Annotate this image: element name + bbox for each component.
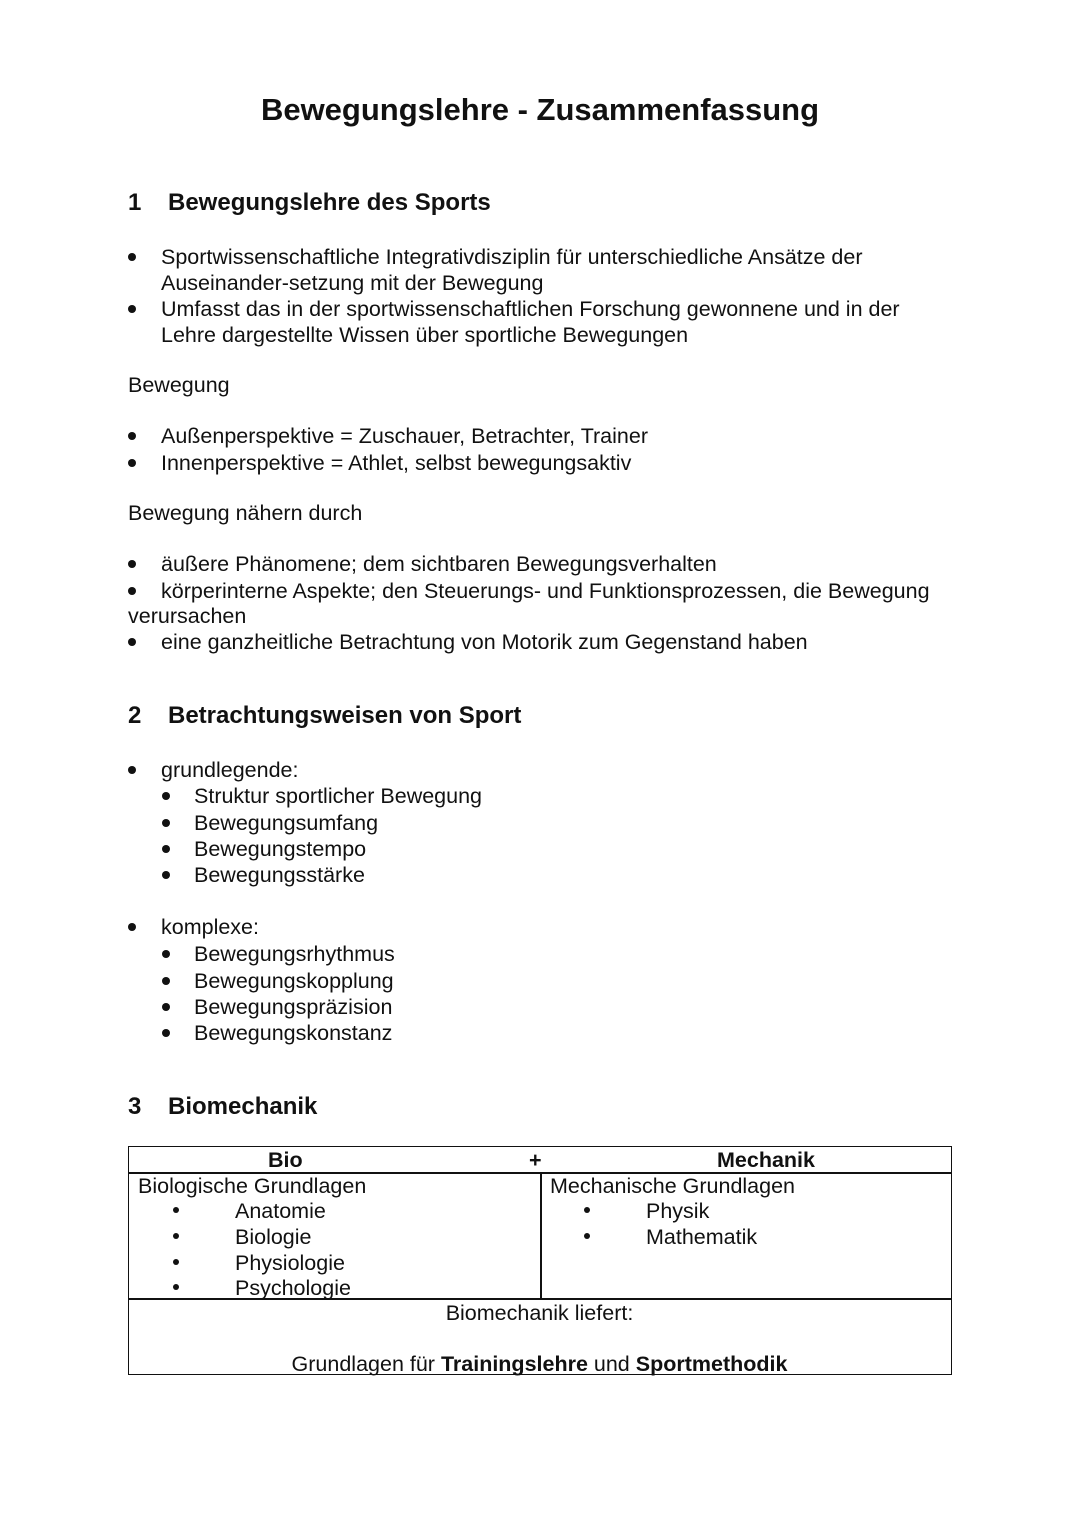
list-item-continuation: Lehre dargestellte Wissen über sportliche Bewegungen (161, 323, 689, 347)
bullet-dot (128, 459, 136, 467)
bullet-dot (128, 432, 136, 440)
bullet-dot (128, 766, 136, 774)
list-item: Sportwissenschaftliche Integrativdisziplin für unterschiedliche Ansätze der (161, 245, 863, 269)
footer-text: und (587, 1352, 636, 1376)
bullet-dot (584, 1207, 590, 1213)
bullet-dot (128, 638, 136, 646)
table-cell-item: Anatomie (235, 1199, 326, 1223)
bullet-dot (173, 1207, 179, 1213)
bullet-dot (162, 1003, 170, 1011)
table-cell-title: Mechanische Grundlagen (550, 1174, 796, 1198)
sub-list-item: Struktur sportlicher Bewegung (194, 784, 483, 808)
list-item: Innenperspektive = Athlet, selbst bewegungsaktiv (161, 451, 632, 475)
bullet-dot (162, 977, 170, 985)
list-item-continuation: verursachen (128, 604, 247, 628)
sub-list-item: Bewegungskopplung (194, 969, 394, 993)
bullet-dot (128, 587, 136, 595)
section-title: Biomechanik (168, 1093, 318, 1120)
bullet-dot (128, 923, 136, 931)
bullet-dot (162, 1029, 170, 1037)
footer-text: Grundlagen für (291, 1352, 441, 1376)
sub-list-item: Bewegungstempo (194, 837, 367, 861)
bullet-dot (128, 305, 136, 313)
table-cell-item: Physik (646, 1199, 710, 1223)
list-item-komplexe: komplexe: (161, 915, 259, 939)
bullet-dot (128, 253, 136, 261)
subheading-naehern: Bewegung nähern durch (128, 501, 363, 525)
table-cell-item: Mathematik (646, 1225, 758, 1249)
bullet-dot (162, 871, 170, 879)
list-item-grundlegende: grundlegende: (161, 758, 299, 782)
list-item: eine ganzheitliche Betrachtung von Motorik zum Gegenstand haben (161, 630, 808, 654)
table-footer-line2 (129, 1351, 950, 1377)
table-header-bio: Bio (268, 1148, 303, 1172)
bullet-dot (173, 1233, 179, 1239)
table-header-plus: + (529, 1148, 542, 1172)
section-number: 3 (128, 1093, 142, 1120)
list-item: äußere Phänomene; dem sichtbaren Bewegungsverhalten (161, 552, 717, 576)
sub-list-item: Bewegungsstärke (194, 863, 365, 887)
sub-list-item: Bewegungsumfang (194, 811, 379, 835)
table-header-mechanik: Mechanik (717, 1148, 815, 1172)
table-cell-title: Biologische Grundlagen (138, 1174, 367, 1198)
bullet-dot (162, 845, 170, 853)
table-column-divider (540, 1172, 542, 1299)
sub-list-item: Bewegungspräzision (194, 995, 393, 1019)
table-footer-line1: Biomechanik liefert: (445, 1301, 634, 1325)
section-title: Betrachtungsweisen von Sport (168, 702, 522, 729)
footer-bold-trainingslehre: Trainingslehre (440, 1352, 588, 1376)
bullet-dot (173, 1259, 179, 1265)
list-item: Umfasst das in der sportwissenschaftlichen Forschung gewonnene und in der (161, 297, 900, 321)
table-cell-item: Psychologie (235, 1276, 351, 1300)
bullet-dot (162, 950, 170, 958)
bullet-dot (162, 819, 170, 827)
sub-list-item: Bewegungsrhythmus (194, 942, 395, 966)
table-cell-item: Biologie (235, 1225, 312, 1249)
biomechanik-table (128, 1146, 952, 1375)
list-item: Außenperspektive = Zuschauer, Betrachter, Trainer (161, 424, 648, 448)
table-cell-item: Physiologie (235, 1251, 345, 1275)
section-title: Bewegungslehre des Sports (168, 189, 491, 216)
footer-bold-sportmethodik: Sportmethodik (635, 1352, 788, 1376)
bullet-dot (162, 792, 170, 800)
subheading-bewegung: Bewegung (128, 373, 230, 397)
list-item-continuation: Auseinander-setzung mit der Bewegung (161, 271, 544, 295)
bullet-dot (128, 560, 136, 568)
section-number: 2 (128, 702, 142, 729)
sub-list-item: Bewegungskonstanz (194, 1021, 393, 1045)
section-number: 1 (128, 189, 142, 216)
page-title: Bewegungslehre - Zusammenfassung (260, 92, 820, 127)
list-item: körperinterne Aspekte; den Steuerungs- und Funktionsprozessen, die Bewegung (161, 579, 930, 603)
bullet-dot (173, 1284, 179, 1290)
bullet-dot (584, 1233, 590, 1239)
